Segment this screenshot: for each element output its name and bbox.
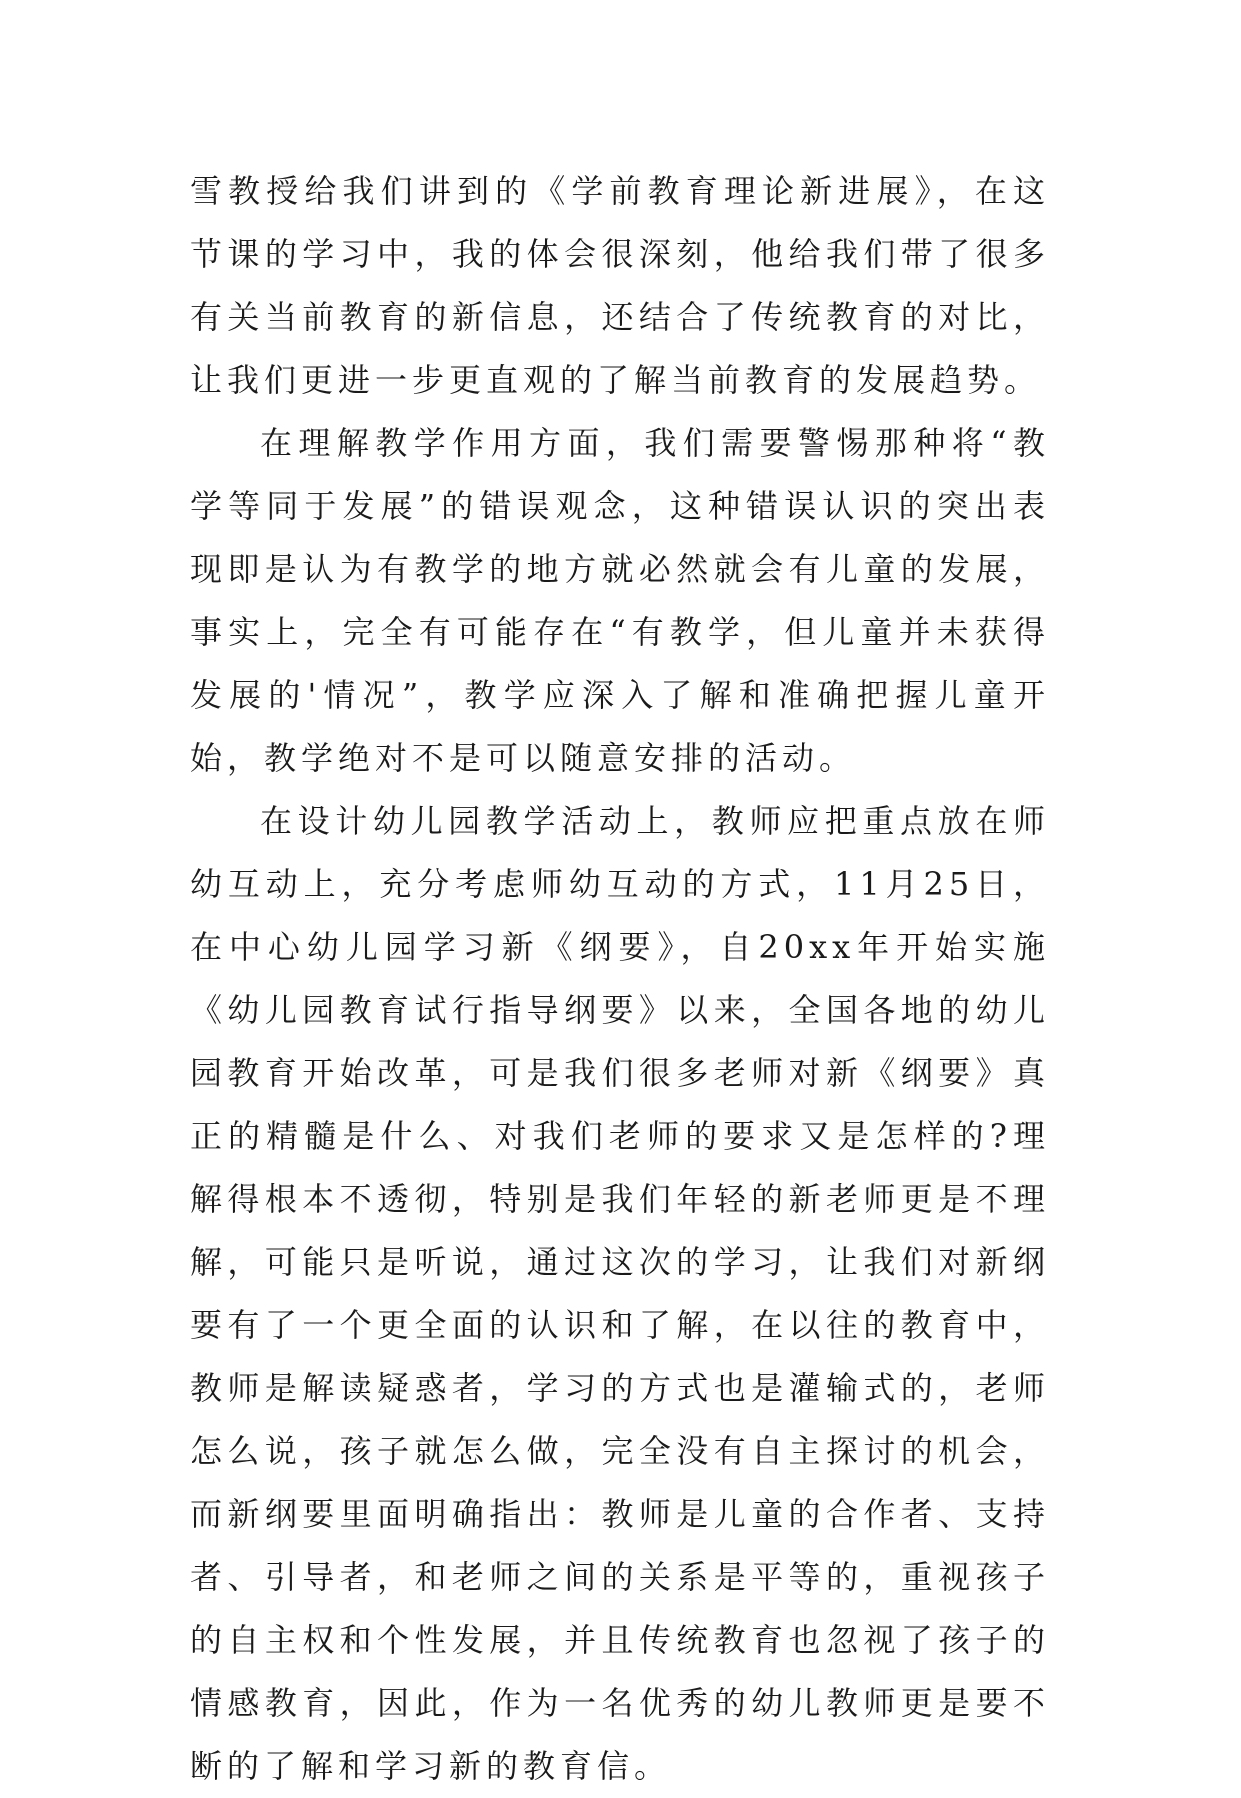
paragraph-3: 在设计幼儿园教学活动上，教师应把重点放在师幼互动上，充分考虑师幼互动的方式，11月25日，在中心幼儿园学习新《纲要》，自20xx年开始实施《幼儿园教育试行指导纲要》以来，全国各地的幼儿园教育开始改革，可是我们很多老师对新《纲要》真正的精髓是什么、对我们老师的要求又是怎样的?理解得根本不透彻，特别是我们年轻的新老师更是不理解，可能只是听说，通过这次的学习，让我们对新纲要有了一个更全面的认识和了解，在以往的教育中，教师是解读疑惑者，学习的方式也是灌输式的，老师怎么说，孩子就怎么做，完全没有自主探讨的机会，而新纲要里面明确指出：教师是儿童的合作者、支持者、引导者，和老师之间的关系是平等的，重视孩子的自主权和个性发展，并且传统教育也忽视了孩子的情感教育，因此，作为一名优秀的幼儿教师更是要不断的了解和学习新的教育信。: [190, 802, 1050, 1785]
paragraph-2: 在理解教学作用方面，我们需要警惕那种将“教学等同于发展”的错误观念，这种错误认识的突出表现即是认为有教学的地方就必然就会有儿童的发展，事实上，完全有可能存在“有教学，但儿童并未获得发展的'情况”，教学应深入了解和准确把握儿童开始，教学绝对不是可以随意安排的活动。: [190, 424, 1050, 777]
document-body: [190, 160, 1050, 1798]
paragraph-1: 雪教授给我们讲到的《学前教育理论新进展》，在这节课的学习中，我的体会很深刻，他给我们带了很多有关当前教育的新信息，还结合了传统教育的对比，让我们更进一步更直观的了解当前教育的发展趋势。: [190, 172, 1050, 399]
